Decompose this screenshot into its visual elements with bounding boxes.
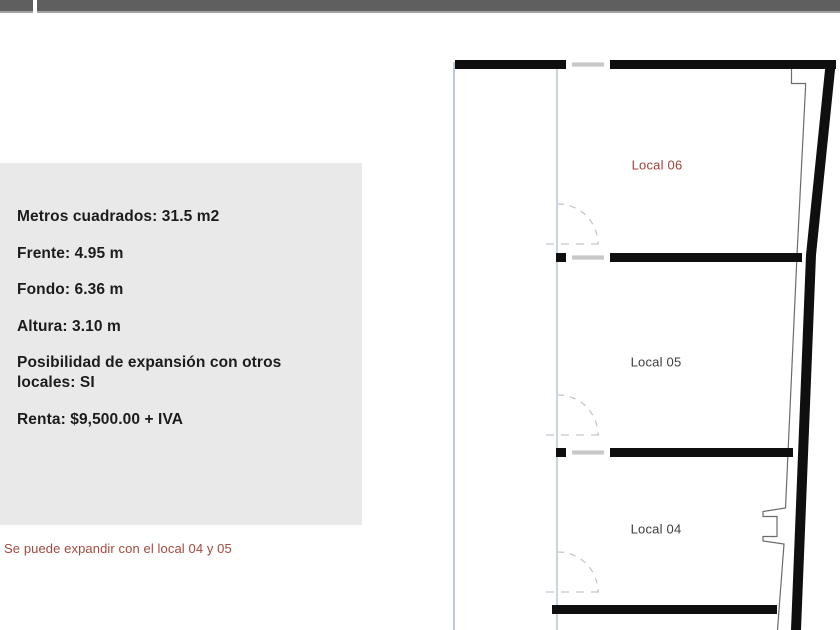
door-arc-local-05 bbox=[546, 395, 604, 435]
divider-wall-2 bbox=[556, 448, 793, 458]
spec-line-metros: Metros cuadrados: 31.5 m2 bbox=[17, 208, 220, 225]
spec-line-fondo: Fondo: 6.36 m bbox=[17, 281, 124, 298]
spec-line-altura: Altura: 3.10 m bbox=[17, 317, 121, 335]
spec-line-frente: Frente: 4.95 m bbox=[17, 244, 124, 262]
local-06-label: Local 06 bbox=[631, 157, 683, 173]
door-arc-local-06 bbox=[546, 204, 604, 244]
spec-line-expansion: Posibilidad de expansión con otros locales: SI bbox=[17, 354, 282, 391]
door-lintel-2 bbox=[572, 450, 605, 455]
local-04-label: Local 04 bbox=[630, 521, 682, 537]
divider-wall-3 bbox=[552, 605, 777, 614]
expansion-footnote: Se puede expandir con el local 04 y 05 bbox=[4, 541, 232, 556]
door-lintel-1 bbox=[572, 255, 605, 260]
right-wall bbox=[791, 60, 836, 630]
top-wall bbox=[455, 60, 836, 70]
door-lintel-top bbox=[572, 62, 605, 67]
divider-wall-1 bbox=[556, 253, 802, 263]
door-arc-local-04 bbox=[546, 552, 604, 592]
local-05-label: Local 05 bbox=[630, 354, 682, 370]
spec-line-renta: Renta: $9,500.00 + IVA bbox=[17, 410, 184, 428]
